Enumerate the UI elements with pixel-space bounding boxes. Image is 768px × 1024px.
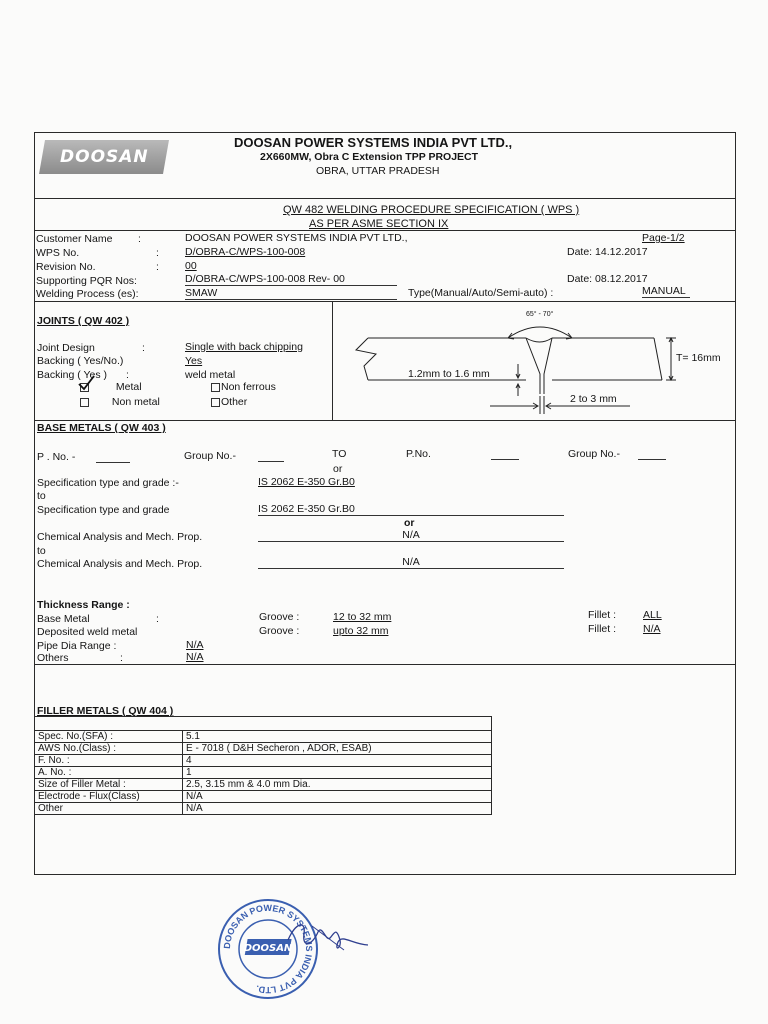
checkbox-icon[interactable]	[211, 398, 220, 407]
pqr-label: Supporting PQR Nos:	[36, 275, 137, 287]
group-no-blank	[258, 461, 284, 462]
group-no-2-blank	[638, 459, 666, 460]
dep-fillet-value: N/A	[643, 623, 661, 635]
filler-metals-title: FILLER METALS ( QW 404 )	[37, 705, 174, 717]
filler-label: Electrode - Flux(Class)	[35, 791, 183, 803]
spec-value: IS 2062 E-350 Gr.B0	[258, 476, 355, 488]
wps-no-value: D/OBRA-C/WPS-100-008	[185, 246, 306, 258]
table-row	[35, 767, 492, 779]
colon: :	[138, 233, 141, 245]
group-no-2-label: Group No.-	[568, 448, 620, 460]
wps-date: Date: 14.12.2017	[567, 246, 648, 258]
seal-ring-text: DOOSAN POWER SYSTEMS INDIA PVT LTD.	[221, 902, 315, 996]
revision-value: 00	[185, 260, 197, 272]
spec-2-label: Specification type and grade	[37, 504, 170, 516]
pqr-date: Date: 08.12.2017	[567, 273, 648, 285]
filler-label: Size of Filler Metal :	[35, 779, 183, 791]
doosan-logo: DOOSAN	[39, 140, 169, 174]
base-groove-value: 12 to 32 mm	[333, 611, 392, 623]
metal-label: Metal	[115, 381, 142, 393]
type-label: Type(Manual/Auto/Semi-auto) :	[408, 287, 554, 299]
non-metal-option[interactable]	[80, 396, 160, 408]
divider	[34, 230, 735, 231]
backing-value: Yes	[185, 355, 203, 367]
backing-yes-value: weld metal	[185, 369, 236, 381]
filler-value: E - 7018 ( D&H Secheron , ADOR, ESAB)	[183, 743, 492, 755]
others-label: Others	[37, 652, 69, 664]
metal-option[interactable]	[80, 381, 142, 393]
colon: :	[156, 247, 159, 259]
filler-label: A. No. :	[35, 767, 183, 779]
joint-sketch	[340, 306, 730, 418]
root-face: 1.2mm to 1.6 mm	[408, 368, 490, 380]
p-no-blank	[96, 462, 130, 463]
company-name: DOOSAN POWER SYSTEMS INDIA PVT LTD.,	[234, 135, 513, 150]
backing-yes-label: Backing ( Yes )	[37, 369, 108, 381]
base-groove-label: Groove :	[259, 611, 300, 623]
table-row	[35, 803, 492, 815]
to-label: to	[37, 490, 46, 502]
divider	[34, 301, 735, 302]
process-label: Welding Process (es):	[36, 288, 139, 300]
deposited-label: Deposited weld metal	[37, 626, 138, 638]
table-row	[35, 791, 492, 803]
thickness-title: Thickness Range :	[37, 599, 130, 611]
base-fillet-label: Fillet :	[588, 609, 617, 621]
checkbox-icon[interactable]	[80, 398, 89, 407]
other-label: Other	[221, 396, 248, 408]
plate-thickness: T= 16mm	[676, 352, 721, 364]
checkbox-checked-icon[interactable]	[80, 383, 89, 392]
checkbox-icon[interactable]	[211, 383, 220, 392]
non-metal-label: Non metal	[111, 396, 160, 408]
spec-label: Specification type and grade :-	[37, 477, 179, 489]
base-metals-title: BASE METALS ( QW 403 )	[37, 422, 166, 434]
pqr-value: D/OBRA-C/WPS-100-008 Rev- 00	[185, 273, 397, 286]
p-no-label: P . No. -	[37, 451, 76, 463]
base-fillet-value: ALL	[643, 609, 662, 621]
wps-subtitle: AS PER ASME SECTION IX	[309, 218, 449, 230]
others-value: N/A	[186, 651, 204, 663]
table-row	[35, 731, 492, 743]
table-row	[35, 755, 492, 767]
p-no-2-label: P.No.	[406, 448, 431, 460]
to-label: to	[37, 545, 46, 557]
backing-label: Backing ( Yes/No.)	[37, 355, 124, 367]
filler-label: AWS No.(Class) :	[35, 743, 183, 755]
filler-value: 1	[183, 767, 492, 779]
filler-label: F. No. :	[35, 755, 183, 767]
non-ferrous-label: Non ferrous	[221, 381, 276, 393]
spec-2-value: IS 2062 E-350 Gr.B0	[258, 503, 564, 516]
non-ferrous-option[interactable]	[211, 381, 276, 393]
customer-label: Customer Name	[36, 233, 113, 245]
table-row	[35, 717, 492, 731]
divider	[34, 664, 735, 665]
p-no-2-blank	[491, 459, 519, 460]
or-label: or	[404, 517, 415, 529]
pipe-dia-label: Pipe Dia Range :	[37, 640, 117, 652]
process-value: SMAW	[185, 287, 397, 300]
filler-label: Other	[35, 803, 183, 815]
project-name: 2X660MW, Obra C Extension TPP PROJECT	[260, 151, 479, 163]
filler-value: 4	[183, 755, 492, 767]
filler-value: 2.5, 3.15 mm & 4.0 mm Dia.	[183, 779, 492, 791]
colon: :	[156, 261, 159, 273]
joints-title: JOINTS ( QW 402 )	[37, 315, 130, 327]
colon: :	[120, 652, 123, 664]
joint-design-value: Single with back chipping	[185, 341, 303, 353]
page-number: Page-1/2	[642, 232, 685, 244]
project-location: OBRA, UTTAR PRADESH	[316, 165, 440, 177]
divider	[332, 301, 333, 420]
to-label: TO	[332, 448, 347, 460]
chem-2-value: N/A	[258, 556, 564, 569]
filler-value: 5.1	[183, 731, 492, 743]
table-row	[35, 743, 492, 755]
divider	[34, 420, 735, 421]
filler-label: Spec. No.(SFA) :	[35, 731, 183, 743]
checkmark-icon	[77, 375, 95, 391]
wps-no-label: WPS No.	[36, 247, 80, 259]
type-value: MANUAL	[642, 285, 690, 298]
seal-center-text: DOOSAN	[243, 943, 293, 954]
colon: :	[142, 342, 145, 354]
wps-title: QW 482 WELDING PROCEDURE SPECIFICATION ( WPS )	[283, 204, 580, 216]
customer-value: DOOSAN POWER SYSTEMS INDIA PVT LTD.,	[185, 232, 408, 244]
root-gap: 2 to 3 mm	[570, 393, 617, 405]
joint-design-label: Joint Design	[37, 342, 95, 354]
or-label: or	[333, 463, 343, 475]
filler-table	[34, 716, 492, 815]
group-no-label: Group No.-	[184, 450, 236, 462]
filler-value: N/A	[183, 803, 492, 815]
base-metal-label: Base Metal	[37, 613, 90, 625]
table-row	[35, 779, 492, 791]
revision-label: Revision No.	[36, 261, 96, 273]
pipe-dia-value: N/A	[186, 639, 204, 651]
other-option[interactable]	[211, 396, 247, 408]
colon: :	[126, 369, 129, 381]
filler-value: N/A	[183, 791, 492, 803]
dep-fillet-label: Fillet :	[588, 623, 617, 635]
chem-value: N/A	[258, 529, 564, 542]
divider	[34, 198, 735, 199]
signature	[282, 912, 372, 962]
colon: :	[156, 613, 159, 625]
groove-angle: 65° - 70°	[526, 311, 554, 318]
chem-label: Chemical Analysis and Mech. Prop.	[37, 531, 203, 543]
dep-groove-value: upto 32 mm	[333, 625, 389, 637]
dep-groove-label: Groove :	[259, 625, 300, 637]
chem-2-label: Chemical Analysis and Mech. Prop.	[37, 558, 203, 570]
